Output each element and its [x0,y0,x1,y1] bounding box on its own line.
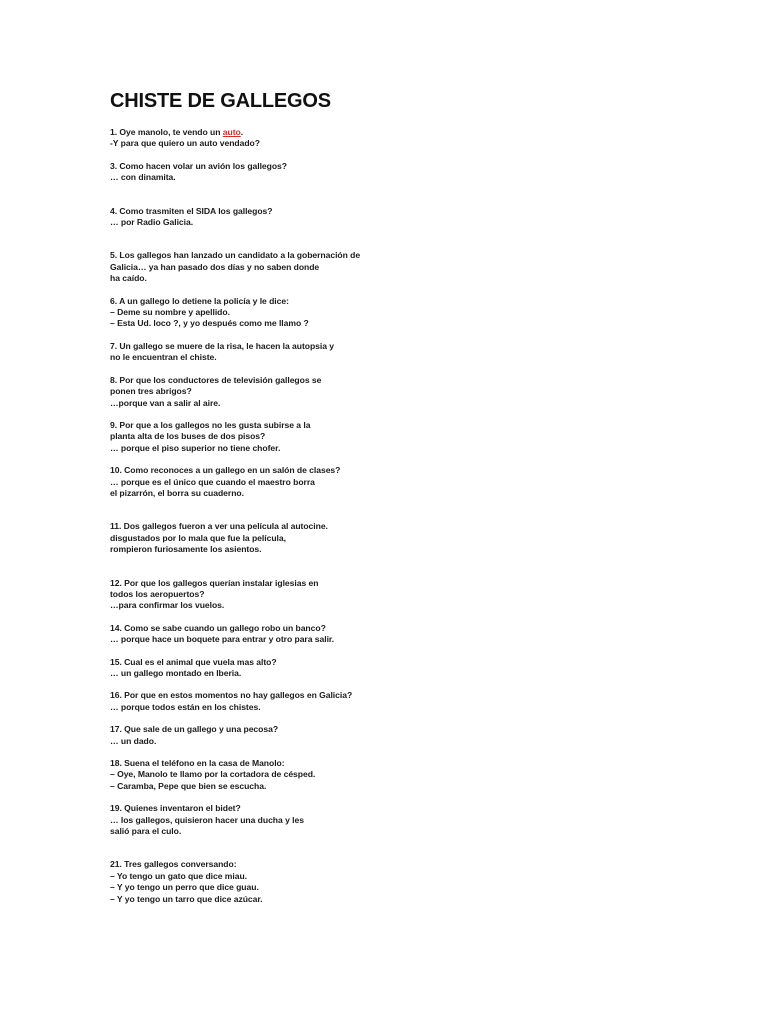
joke-line: … un gallego montado en Iberia. [110,668,242,678]
joke-line: – Y yo tengo un perro que dice guau. [110,882,259,893]
joke-line: … un dado. [110,735,157,746]
joke-question: 4. Como trasmiten el SIDA los gallegos? [110,205,273,216]
joke-item [110,623,710,646]
joke-question: 14. Como se sabe cuando un gallego robo un banco? [110,622,326,633]
document-page [110,88,710,905]
joke-item [110,657,710,680]
joke-item [110,296,710,330]
joke-item [110,161,710,184]
joke-question: 17. Que sale de un gallego y una pecosa? [110,724,279,735]
joke-line: planta alta de los buses de dos pisos? [110,431,266,442]
joke-item [110,521,710,555]
joke-line: salió para el culo. [110,826,182,837]
joke-item [110,859,710,905]
joke-item [110,578,710,612]
joke-text: 1. Oye manolo, te vendo un [110,127,223,137]
joke-line: – Deme su nombre y apellido. [110,307,230,318]
joke-item [110,127,710,150]
joke-line: rompieron furiosamente los asientos. [110,544,262,555]
joke-item [110,758,710,792]
joke-question: 15. Cual es el animal que vuela mas alto? [110,656,277,667]
auto-link[interactable]: auto [222,127,241,137]
joke-line: Galicia… ya han pasado dos días y no saben donde [110,261,320,272]
joke-line: … por Radio Galicia. [110,217,194,228]
joke-item [110,206,710,229]
joke-item [110,465,710,499]
joke-question: 5. Los gallegos han lanzado un candidato a la gobernación de [110,250,361,261]
joke-item [110,803,710,837]
joke-question: 21. Tres gallegos conversando: [110,859,237,870]
joke-line: …para confirmar los vuelos. [110,600,225,611]
joke-line: -Y para que quiero un auto vendado? [110,138,260,149]
joke-line: … porque el piso superior no tiene chofer. [110,442,281,453]
joke-line: el pizarrón, el borra su cuaderno. [110,487,244,498]
joke-line: – Yo tengo un gato que dice miau. [110,870,247,881]
joke-text: . [240,127,244,137]
joke-line: todos los aeropuertos? [110,588,205,599]
joke-question: 8. Por que los conductores de televisión gallegos se [110,374,322,385]
joke-line: – Esta Ud. loco ?, y yo después como me llamo ? [110,318,309,329]
joke-question [110,127,710,138]
joke-list [110,127,710,905]
joke-line: no le encuentran el chiste. [110,352,217,363]
joke-question: 11. Dos gallegos fueron a ver una película al autocine. [110,521,328,532]
joke-question: 6. A un gallego lo detiene la policía y le dice: [110,295,289,306]
joke-line: … porque todos están en los chistes. [110,701,261,712]
joke-item [110,341,710,364]
joke-line: … porque es el único que cuando el maestro borra [110,476,315,487]
joke-question: 7. Un gallego se muere de la risa, le hacen la autopsia y [110,340,335,351]
joke-line: – Caramba, Pepe que bien se escucha. [110,780,267,791]
joke-question: 3. Como hacen volar un avión los gallegos? [110,160,287,171]
joke-line: – Y yo tengo un tarro que dice azúcar. [110,893,263,904]
joke-item [110,420,710,454]
joke-line: disgustados por lo mala que fue la película, [110,532,286,543]
joke-line: … los gallegos, quisieron hacer una ducha y les [110,814,304,825]
joke-line: ha caído. [110,273,147,284]
joke-item [110,724,710,747]
joke-line: … con dinamita. [110,172,176,183]
document-title: CHISTE DE GALLEGOS [110,90,331,112]
joke-line: … porque hace un boquete para entrar y otro para salir. [110,634,335,645]
joke-line: ponen tres abrigos? [110,386,192,397]
joke-question: 9. Por que a los gallegos no les gusta subirse a la [110,419,311,430]
joke-item [110,375,710,409]
joke-line: – Oye, Manolo te llamo por la cortadora de césped. [110,769,316,780]
joke-item [110,250,710,284]
joke-line: …porque van a salir al aire. [110,397,221,408]
joke-item [110,690,710,713]
joke-question: 16. Por que en estos momentos no hay gallegos en Galicia? [110,690,353,701]
joke-question: 18. Suena el teléfono en la casa de Manolo: [110,758,285,769]
joke-question: 19. Quienes inventaron el bidet? [110,803,241,814]
joke-question: 12. Por que los gallegos querían instalar iglesias en [110,577,319,588]
joke-question: 10. Como reconoces a un gallego en un salón de clases? [110,465,341,476]
